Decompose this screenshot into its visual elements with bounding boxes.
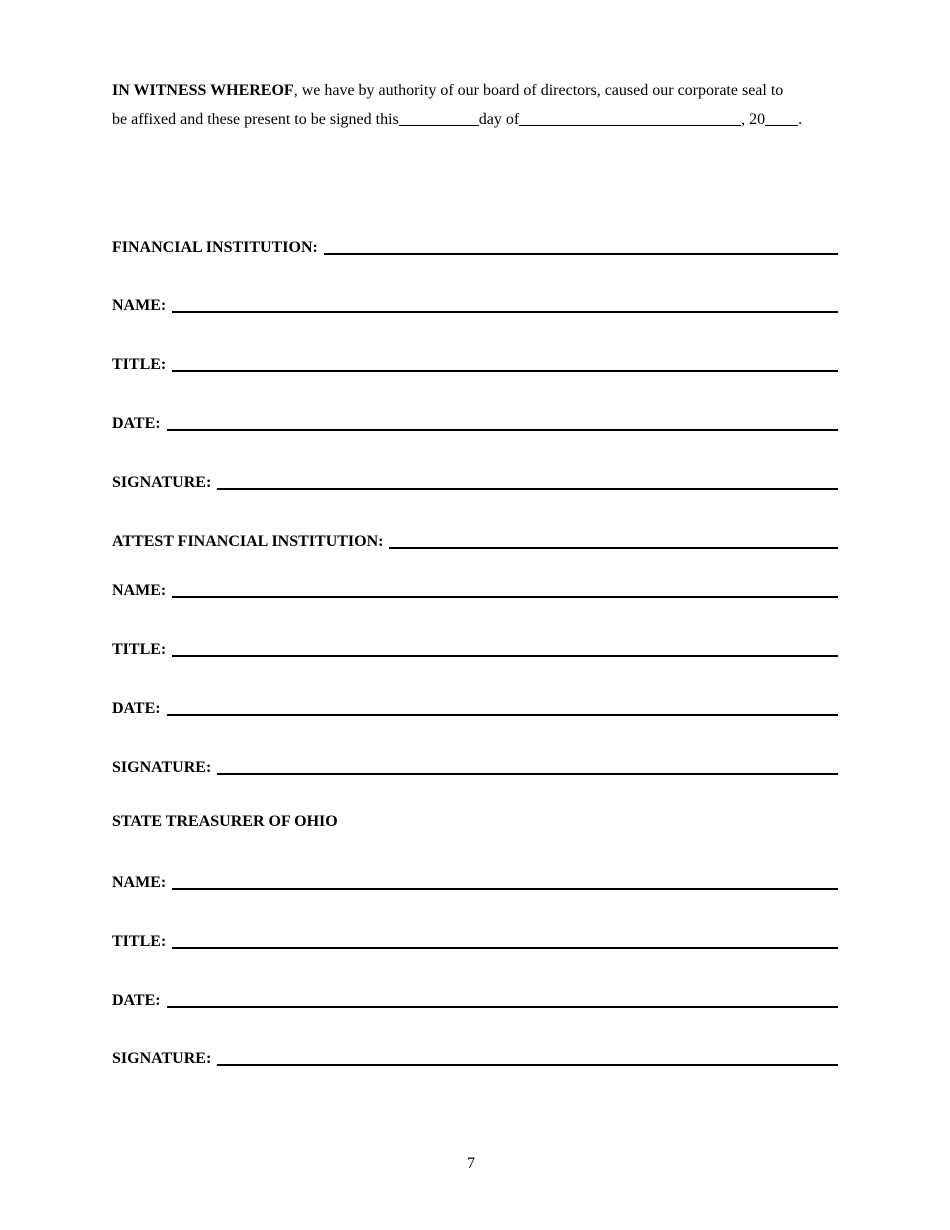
month-blank[interactable]	[519, 124, 741, 126]
fi-name-label: NAME:	[112, 297, 167, 314]
witness-line-2	[112, 105, 838, 134]
treasurer-signature-label: SIGNATURE:	[112, 1050, 212, 1067]
attest-name-label: NAME:	[112, 582, 167, 599]
treasurer-name-label: NAME:	[112, 874, 167, 891]
fi-title-label: TITLE:	[112, 356, 167, 373]
treasurer-date-line[interactable]	[167, 1006, 838, 1008]
treasurer-name-line[interactable]	[172, 888, 838, 890]
attest-date-line[interactable]	[167, 714, 838, 716]
fi-name-field	[112, 293, 838, 315]
attest-date-label: DATE:	[112, 700, 161, 717]
fi-signature-line[interactable]	[217, 488, 838, 490]
fi-signature-label: SIGNATURE:	[112, 474, 212, 491]
witness-line-1-text: , we have by authority of our board of directors, caused our corporate seal to	[293, 82, 784, 99]
financial-institution-line[interactable]	[324, 253, 838, 255]
attest-title-field	[112, 637, 838, 659]
witness-line-1	[112, 76, 838, 105]
fi-name-line[interactable]	[172, 311, 838, 313]
witness-day-of: day of	[478, 111, 520, 128]
financial-institution-label: FINANCIAL INSTITUTION:	[112, 239, 318, 256]
financial-institution-field	[112, 235, 838, 257]
day-blank[interactable]	[399, 124, 479, 126]
attest-institution-line[interactable]	[389, 547, 838, 549]
attest-institution-label: ATTEST FINANCIAL INSTITUTION:	[112, 533, 384, 550]
state-treasurer-heading: STATE TREASURER OF OHIO	[112, 813, 338, 830]
fi-date-line[interactable]	[167, 429, 838, 431]
treasurer-date-label: DATE:	[112, 992, 161, 1009]
attest-signature-label: SIGNATURE:	[112, 759, 212, 776]
fi-date-field	[112, 411, 838, 433]
attest-signature-field	[112, 755, 838, 777]
witness-period: .	[798, 111, 803, 128]
treasurer-signature-line[interactable]	[217, 1064, 838, 1066]
attest-institution-field	[112, 529, 838, 551]
attest-title-label: TITLE:	[112, 641, 167, 658]
treasurer-date-field	[112, 988, 838, 1010]
witness-line-2-start: be affixed and these present to be signed this	[112, 111, 399, 128]
attest-name-line[interactable]	[172, 596, 838, 598]
attest-name-field	[112, 578, 838, 600]
treasurer-name-field	[112, 870, 838, 892]
fi-signature-field	[112, 470, 838, 492]
attest-title-line[interactable]	[172, 655, 838, 657]
treasurer-title-label: TITLE:	[112, 933, 167, 950]
fi-title-line[interactable]	[172, 370, 838, 372]
page-number: 7	[467, 1155, 475, 1172]
treasurer-title-field	[112, 929, 838, 951]
fi-title-field	[112, 352, 838, 374]
attest-date-field	[112, 696, 838, 718]
witness-lead: IN WITNESS WHEREOF	[112, 82, 294, 99]
witness-paragraph	[112, 76, 838, 134]
attest-signature-line[interactable]	[217, 773, 838, 775]
witness-year-prefix: , 20	[741, 111, 766, 128]
treasurer-signature-field	[112, 1046, 838, 1068]
year-blank[interactable]	[765, 124, 798, 126]
fi-date-label: DATE:	[112, 415, 161, 432]
treasurer-title-line[interactable]	[172, 947, 838, 949]
